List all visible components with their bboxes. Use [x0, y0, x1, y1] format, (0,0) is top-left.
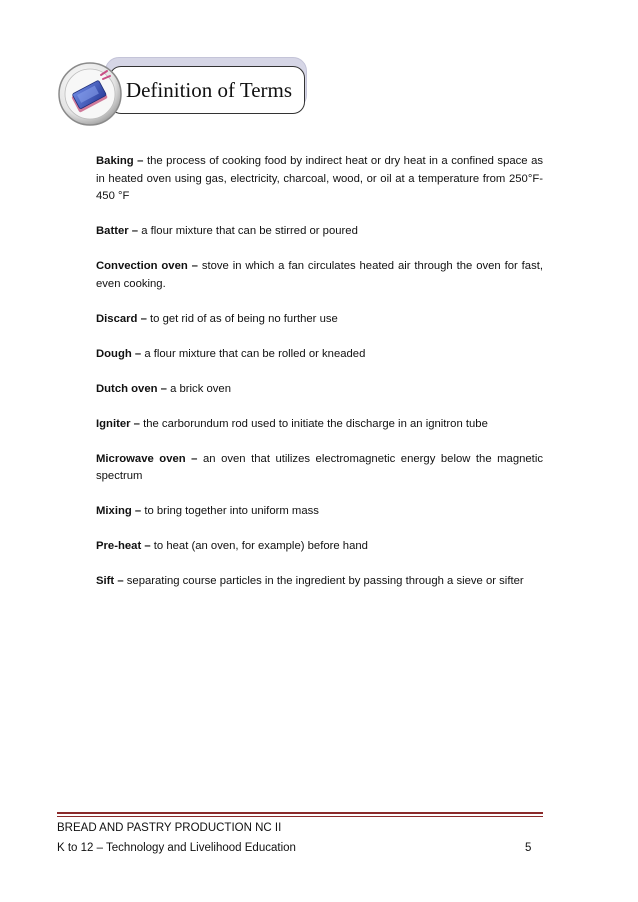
term-entry-sift — [96, 573, 543, 591]
term-entry-dough — [96, 346, 543, 364]
term-entry-discard — [96, 311, 543, 329]
term-definition: separating course particles in the ingredient by passing through a sieve or sifter — [126, 575, 524, 587]
term-entry-pre-heat — [96, 538, 543, 556]
footer-title: BREAD AND PASTRY PRODUCTION NC II — [57, 822, 282, 834]
footer-subtitle: K to 12 – Technology and Livelihood Education — [57, 842, 296, 854]
term-definition: to get rid of as of being no further use — [150, 312, 338, 325]
term-name: Dough – — [96, 347, 142, 360]
term-entry-convection-oven — [96, 258, 543, 293]
term-name: Pre-heat – — [96, 540, 151, 552]
term-definition: to bring together into uniform mass — [144, 505, 319, 517]
term-definition: a flour mixture that can be stirred or poured — [141, 225, 358, 237]
term-entry-mixing — [96, 503, 543, 521]
header-tab — [109, 66, 305, 114]
term-definition: a flour mixture that can be rolled or kneaded — [144, 347, 366, 360]
term-entry-baking — [96, 153, 543, 206]
footer-rule-thin — [57, 816, 543, 817]
term-name: Igniter – — [96, 417, 140, 430]
term-name: Baking – — [96, 155, 144, 167]
term-name: Convection oven – — [96, 260, 198, 272]
term-entry-igniter — [96, 416, 543, 434]
term-name: Microwave oven – — [96, 452, 198, 465]
term-definition: the carborundum rod used to initiate the discharge in an ignitron tube — [143, 417, 488, 430]
term-definition: the process of cooking food by indirect heat or dry heat in a confined space as in heated oven using gas, electricity, charcoal, wood, or oil at a temperature from 250°F- 450 °F — [96, 155, 544, 202]
section-header — [57, 55, 317, 125]
term-definition: stove in which a fan circulates heated air through the oven for fast, even cooking. — [96, 260, 543, 290]
term-definition: an oven that utilizes electromagnetic energy below the magnetic spectrum — [96, 452, 543, 482]
section-title: Definition of Terms — [125, 77, 293, 102]
term-entry-batter — [96, 223, 543, 241]
footer-rule — [57, 812, 543, 814]
book-icon — [57, 61, 123, 127]
term-definition: a brick oven — [170, 382, 231, 395]
term-name: Sift – — [96, 575, 124, 587]
page-number: 5 — [525, 842, 532, 854]
term-definition: to heat (an oven, for example) before hand — [153, 540, 368, 552]
term-name: Dutch oven – — [96, 382, 167, 395]
term-entry-dutch-oven — [96, 381, 543, 399]
term-name: Batter – — [96, 225, 139, 237]
definitions-list — [96, 153, 543, 608]
term-name: Mixing – — [96, 505, 142, 517]
term-entry-microwave-oven — [96, 451, 543, 486]
term-name: Discard – — [96, 312, 147, 325]
